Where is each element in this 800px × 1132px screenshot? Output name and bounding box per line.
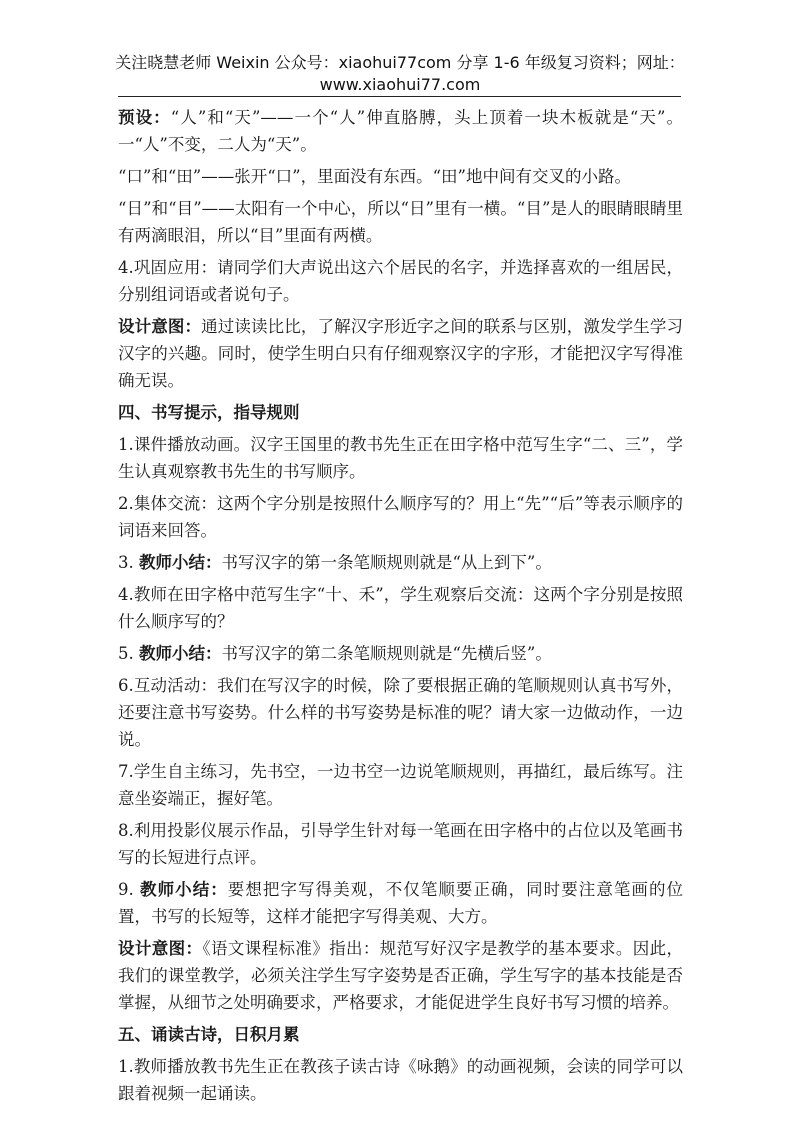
para-text: 8.利用投影仪展示作品，引导学生针对每一笔画在田字格中的占位以及笔画书写的长短进行点评。: [118, 821, 683, 867]
para-number: 5.: [118, 644, 139, 663]
para-number: 9.: [118, 880, 141, 899]
para-text: 要想把字写得美观，不仅笔顺要正确，同时要注意笔画的位置，书写的长短等，这样才能把字写得美观、大方。: [118, 880, 684, 926]
para-label: 预设：: [118, 108, 171, 127]
header-divider: [118, 96, 681, 97]
heading-text: 四、书写提示，指导规则: [118, 403, 300, 422]
paragraph: [118, 195, 683, 249]
paragraph: [118, 758, 683, 812]
para-text: 2.集体交流：这两个字分别是按照什么顺序写的？用上“先”“后”等表示顺序的词语来回答。: [118, 494, 683, 540]
para-text: “口”和“田”——张开“口”，里面没有东西。“田”地中间有交叉的小路。: [118, 167, 631, 186]
paragraph: [118, 104, 683, 158]
para-text: 书写汉字的第一条笔顺规则就是“从上到下”。: [221, 553, 552, 572]
para-text: 6.互动活动：我们在写汉字的时候，除了要根据正确的笔顺规则认真书写外，还要注意书写姿势。什么样的书写姿势是标准的呢？请大家一边做动作，一边说。: [118, 676, 683, 749]
para-text: “日”和“目”——太阳有一个中心，所以“日”里有一横。“目”是人的眼睛眼睛里有两滴眼泪，所以“目”里面有两横。: [118, 199, 683, 245]
paragraph: [118, 163, 683, 190]
para-label: 教师小结：: [139, 553, 222, 572]
para-label: 设计意图：: [118, 939, 203, 958]
paragraph: [118, 1053, 683, 1107]
para-label: 设计意图：: [118, 317, 202, 336]
para-text: 1.课件播放动画。汉字王国里的教书先生正在田字格中范写生字“二、三”，学生认真观察教书先生的书写顺序。: [118, 435, 683, 481]
paragraph: [118, 313, 683, 394]
para-text: 《语文课程标准》指出：规范写好汉字是教学的基本要求。因此，我们的课堂教学，必须关注学生写字姿势是否正确，学生写字的基本技能是否掌握，从细节之处明确要求，严格要求，才能促进学生良好书写习惯的培养。: [118, 939, 684, 1012]
para-text: 书写汉字的第二条笔顺规则就是“先横后竖”。: [221, 644, 552, 663]
paragraph: [118, 581, 683, 635]
paragraph: [118, 254, 683, 308]
document-body: [118, 104, 683, 1112]
paragraph: [118, 935, 683, 1016]
para-label: 教师小结：: [140, 880, 228, 899]
para-text: “人”和“天”——一个“人”伸直胳膊，头上顶着一块木板就是“天”。一“人”不变，二人为“天”。: [118, 108, 684, 154]
paragraph: [118, 490, 683, 544]
paragraph: [118, 817, 683, 871]
section-heading: [118, 399, 683, 426]
paragraph: [118, 549, 683, 576]
section-heading: [118, 1021, 683, 1048]
header-line-1: 关注晓慧老师 Weixin 公众号：xiaohui77com 分享 1-6 年级复习资料；网址：: [115, 53, 685, 72]
paragraph: [118, 431, 683, 485]
paragraph: [118, 672, 683, 753]
header-line-2: www.xiaohui77.com: [319, 75, 481, 94]
para-text: 通过读读比比，了解汉字形近字之间的联系与区别，激发学生学习汉字的兴趣。同时，使学生明白只有仔细观察汉字的字形，才能把汉字写得准确无误。: [118, 317, 684, 390]
paragraph: [118, 640, 683, 667]
para-number: 3.: [118, 553, 139, 572]
para-text: 4.教师在田字格中范写生字“十、禾”，学生观察后交流：这两个字分别是按照什么顺序写的？: [118, 585, 683, 631]
para-label: 教师小结：: [139, 644, 222, 663]
para-text: 4.巩固应用：请同学们大声说出这六个居民的名字，并选择喜欢的一组居民，分别组词语或者说句子。: [118, 258, 683, 304]
paragraph: [118, 876, 683, 930]
page-header: [0, 52, 800, 96]
para-text: 7.学生自主练习，先书空，一边书空一边说笔顺规则，再描红，最后练写。注意坐姿端正，握好笔。: [118, 762, 683, 808]
para-text: 1.教师播放教书先生正在教孩子读古诗《咏鹅》的动画视频，会读的同学可以跟着视频一起诵读。: [118, 1057, 683, 1103]
heading-text: 五、诵读古诗，日积月累: [118, 1025, 300, 1044]
